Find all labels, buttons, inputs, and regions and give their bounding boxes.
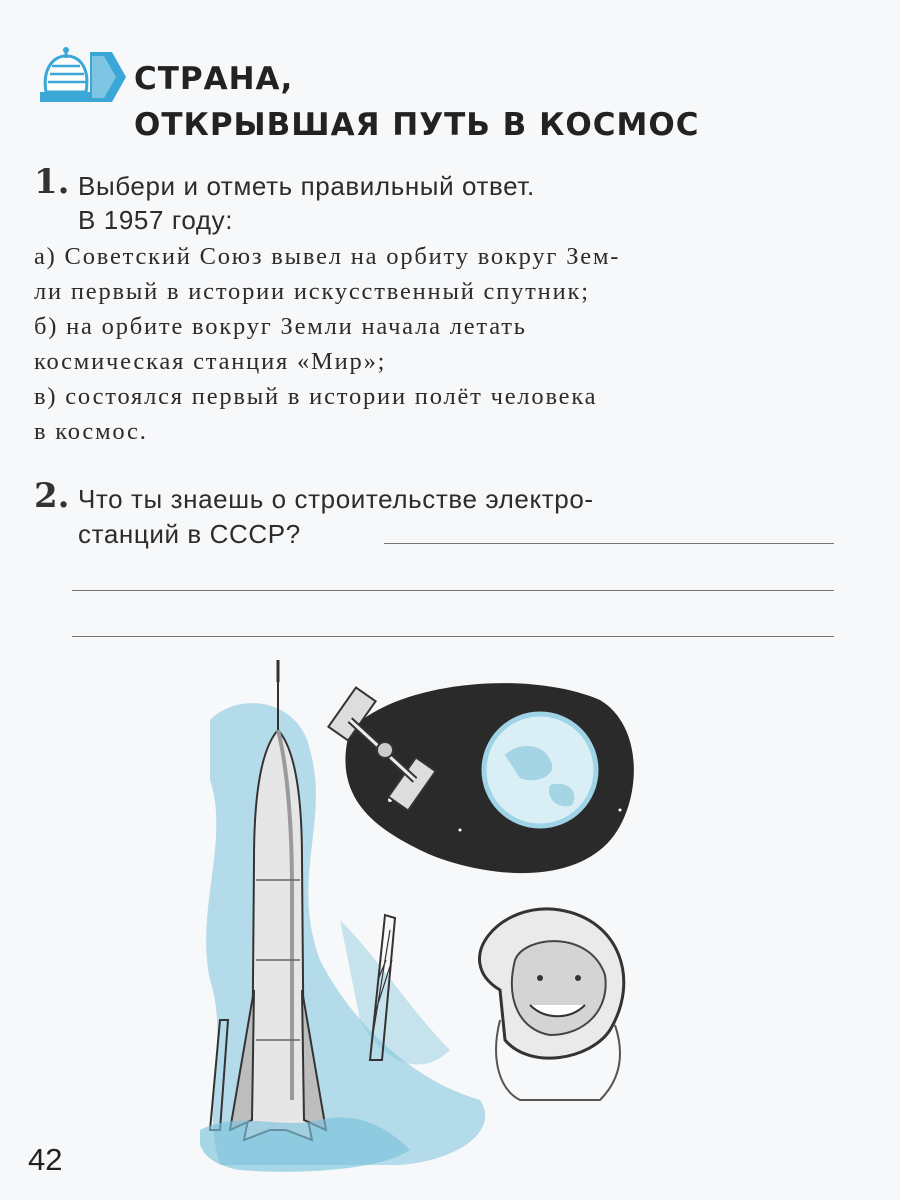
answer-line-2[interactable]: [72, 590, 834, 591]
task-1-option-c-line-1: в) состоялся первый в истории полёт человека: [34, 383, 598, 410]
task-1-option-b-line-1: б) на орбите вокруг Земли начала летать: [34, 313, 527, 340]
task-2-number: 2.: [34, 476, 70, 516]
task-2-prompt-line-1: Что ты знаешь о строительстве электро-: [78, 484, 594, 514]
answer-line-1[interactable]: [384, 543, 834, 544]
task-1-number: 1.: [34, 162, 70, 202]
page-number: 42: [28, 1142, 63, 1177]
earth: [484, 714, 596, 826]
cosmonaut: [480, 909, 624, 1100]
task-1-option-a-line-2: ли первый в истории искусственный спутник;: [34, 278, 590, 305]
task-1-option-b-line-2: космическая станция «Мир»;: [34, 348, 387, 375]
task-1-option-a-line-1: а) Советский Союз вывел на орбиту вокруг Зем-: [34, 243, 621, 270]
page-title: [134, 56, 700, 148]
answer-line-3[interactable]: [72, 636, 834, 637]
title-line-1: СТРАНА,: [134, 61, 294, 97]
task-1-prompt-line-1: Выбери и отметь правильный ответ.: [78, 171, 535, 201]
title-line-2: ОТКРЫВШАЯ ПУТЬ В КОСМОС: [134, 107, 700, 143]
space-illustration: [200, 660, 660, 1180]
task-1-option-c-line-2: в космос.: [34, 418, 148, 445]
task-2-prompt-line-2: станций в СССР?: [78, 519, 301, 549]
knight-helmet-icon: [32, 46, 128, 108]
task-1-prompt-line-2: В 1957 году:: [78, 205, 234, 235]
